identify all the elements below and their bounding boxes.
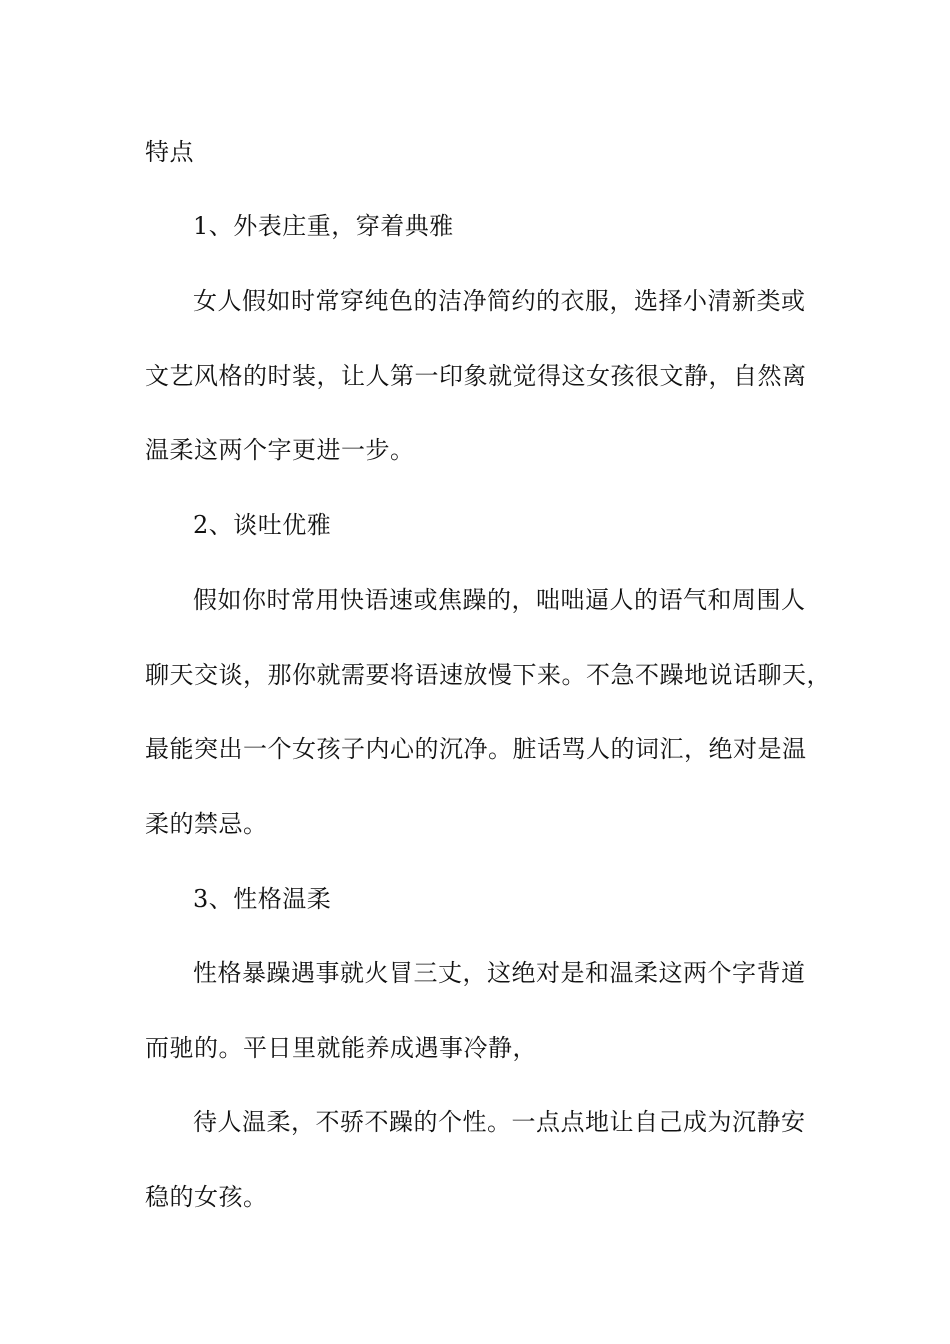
section-3-paragraph-line: 待人温柔，不骄不躁的个性。一点点地让自己成为沉静安 <box>193 1108 806 1136</box>
section-3-title: 3、性格温柔 <box>193 885 332 913</box>
section-heading: 特点 <box>145 138 194 166</box>
section-3-paragraph-line: 而驰的。平日里就能养成遇事冷静， <box>145 1034 537 1062</box>
section-2-paragraph-line: 最能突出一个女孩子内心的沉净。脏话骂人的词汇，绝对是温 <box>145 735 807 763</box>
section-2-title: 2、谈吐优雅 <box>193 511 332 539</box>
section-3-paragraph-line: 性格暴躁遇事就火冒三丈，这绝对是和温柔这两个字背道 <box>193 959 806 987</box>
section-2-paragraph-line: 假如你时常用快语速或焦躁的，咄咄逼人的语气和周围人 <box>193 586 806 614</box>
section-2-paragraph-line: 聊天交谈，那你就需要将语速放慢下来。不急不躁地说话聊天， <box>145 661 831 689</box>
section-2-paragraph-line: 柔的禁忌。 <box>145 810 268 838</box>
section-1-title: 1、外表庄重，穿着典雅 <box>193 212 454 240</box>
section-1-paragraph-line: 温柔这两个字更进一步。 <box>145 436 415 464</box>
section-1-paragraph-line: 文艺风格的时装，让人第一印象就觉得这女孩很文静，自然离 <box>145 362 807 390</box>
section-1-paragraph-line: 女人假如时常穿纯色的洁净简约的衣服，选择小清新类或 <box>193 287 806 315</box>
section-3-paragraph-line: 稳的女孩。 <box>145 1183 268 1211</box>
